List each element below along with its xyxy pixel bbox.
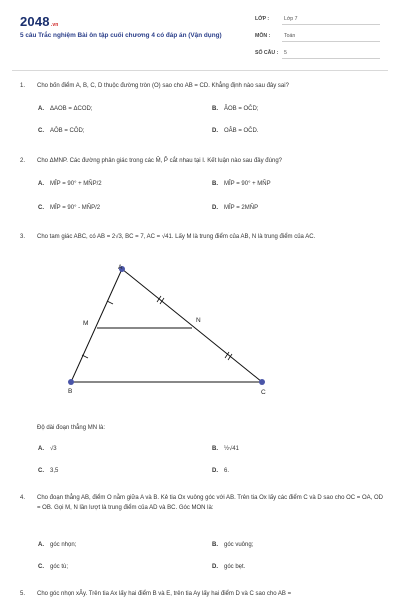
meta-label: MÔN : xyxy=(255,33,271,39)
label-b: B xyxy=(68,388,73,395)
meta-row-subject xyxy=(255,33,380,50)
option-key: C. xyxy=(38,468,44,474)
answer-option[interactable] xyxy=(212,180,271,189)
option-key: B. xyxy=(212,106,218,112)
meta-value: Lớp 7 xyxy=(282,16,380,25)
meta-panel xyxy=(255,16,380,67)
side-ac xyxy=(122,269,262,382)
answer-option[interactable] xyxy=(212,127,259,136)
question-number: 1. xyxy=(20,83,26,89)
option-key: D. xyxy=(212,468,218,474)
tick-an-2 xyxy=(160,298,164,304)
option-text: ΔAOB = ΔCOD; xyxy=(50,106,93,112)
option-text: góc nhọn; xyxy=(50,542,77,548)
option-text: 6. xyxy=(224,468,230,474)
vertex-c-point xyxy=(259,379,265,385)
option-text: MÎP = 90° + MÑP xyxy=(224,181,271,187)
answer-option[interactable] xyxy=(212,204,258,213)
answer-option[interactable] xyxy=(212,467,229,476)
meta-value: 5 xyxy=(282,50,380,59)
meta-label: SỐ CÂU : xyxy=(255,50,279,56)
question-number: 4. xyxy=(20,495,26,501)
logo-suffix: .vn xyxy=(50,22,59,28)
option-key: D. xyxy=(212,128,218,134)
answer-option[interactable] xyxy=(38,563,68,572)
question-5 xyxy=(20,589,385,599)
option-key: C. xyxy=(38,128,44,134)
answer-option[interactable] xyxy=(38,445,57,454)
vertex-points xyxy=(68,266,265,385)
tick-am xyxy=(107,301,113,304)
option-key: D. xyxy=(212,564,218,570)
answer-option[interactable] xyxy=(38,204,100,213)
answer-option[interactable] xyxy=(38,541,76,550)
meta-value: Toán xyxy=(282,33,380,42)
option-text: MÎP = 90° - MÑP/2 xyxy=(50,205,101,211)
option-key: A. xyxy=(38,446,44,452)
option-key: A. xyxy=(38,106,44,112)
answer-option[interactable] xyxy=(212,445,239,454)
answer-option[interactable] xyxy=(38,467,58,476)
option-key: A. xyxy=(38,542,44,548)
question-text: Cho ΔMNP. Các đường phân giác trong các M̂, P̂ cắt nhau tại I. Kết luận nào sau đây đúng? xyxy=(37,158,282,164)
option-text: góc bẹt. xyxy=(224,564,246,570)
vertex-b-point xyxy=(68,379,74,385)
option-key: D. xyxy=(212,205,218,211)
question-text: Cho góc nhọn xÂy. Trên tia Ax lấy hai điểm B và E, trên tia Ay lấy hai điểm D và C sao cho AB = xyxy=(37,591,292,597)
label-a: A xyxy=(118,264,123,271)
option-key: C. xyxy=(38,205,44,211)
label-c: C xyxy=(261,389,266,395)
option-text: √3 xyxy=(50,446,57,452)
option-text: MÎP = 90° + MÑP/2 xyxy=(50,181,102,187)
side-ab xyxy=(71,269,122,382)
triangle-lines xyxy=(71,269,262,382)
triangle-figure xyxy=(60,260,290,395)
option-text: AÔB = CÔD; xyxy=(50,128,85,134)
option-text: OÂB = OĈD. xyxy=(224,128,259,134)
question-text: Cho tam giác ABC, có AB = 2√3, BC = 7, AC = √41. Lấy M là trung điểm của AB, N là trung điểm của AC. xyxy=(37,234,316,240)
tick-an-1 xyxy=(157,296,161,302)
question-number: 3. xyxy=(20,234,26,240)
answer-option[interactable] xyxy=(38,105,93,114)
option-text: ½√41 xyxy=(224,446,239,452)
question-subtext: Độ dài đoạn thẳng MN là: xyxy=(37,425,106,431)
label-n: N xyxy=(196,317,201,324)
meta-row-class xyxy=(255,16,380,33)
page-title: 5 câu Trắc nghiệm Bài ôn tập cuối chương 4 có đáp án (Vận dụng) xyxy=(20,32,222,39)
meta-row-count xyxy=(255,50,380,67)
meta-label: LỚP : xyxy=(255,16,270,22)
option-key: C. xyxy=(38,564,44,570)
answer-option[interactable] xyxy=(212,105,259,114)
answer-option[interactable] xyxy=(212,541,253,550)
option-text: MÎP = 2MÑP xyxy=(224,205,259,211)
question-text: Cho bốn điểm A, B, C, D thuộc đường tròn (O) sao cho AB = CD. Khẳng định nào sau đây sai? xyxy=(37,83,289,89)
site-logo[interactable] xyxy=(20,14,59,29)
option-text: góc vuông; xyxy=(224,542,254,548)
question-text: Cho đoạn thẳng AB, điểm O nằm giữa A và B. Kẻ tia Ox vuông góc với AB. Trên tia Ox lấy các điểm C và D sao cho OC = OA, OD = OB. Gọi M, N lần lượt là trung điểm của AD và BC. Góc MON là: xyxy=(37,495,383,511)
vertex-labels xyxy=(68,264,266,395)
answer-option[interactable] xyxy=(38,127,85,136)
option-text: góc tù; xyxy=(50,564,69,570)
answer-option[interactable] xyxy=(38,180,102,189)
option-key: A. xyxy=(38,181,44,187)
option-key: B. xyxy=(212,181,218,187)
option-text: 3,5 xyxy=(50,468,59,474)
label-m: M xyxy=(83,320,89,327)
question-number: 5. xyxy=(20,591,26,597)
header-divider xyxy=(12,70,388,71)
answer-option[interactable] xyxy=(212,563,245,572)
logo-text: 2048 xyxy=(20,14,50,29)
question-number: 2. xyxy=(20,158,26,164)
option-text: ÂOB = OĈD; xyxy=(224,106,259,112)
option-key: B. xyxy=(212,446,218,452)
option-key: B. xyxy=(212,542,218,548)
